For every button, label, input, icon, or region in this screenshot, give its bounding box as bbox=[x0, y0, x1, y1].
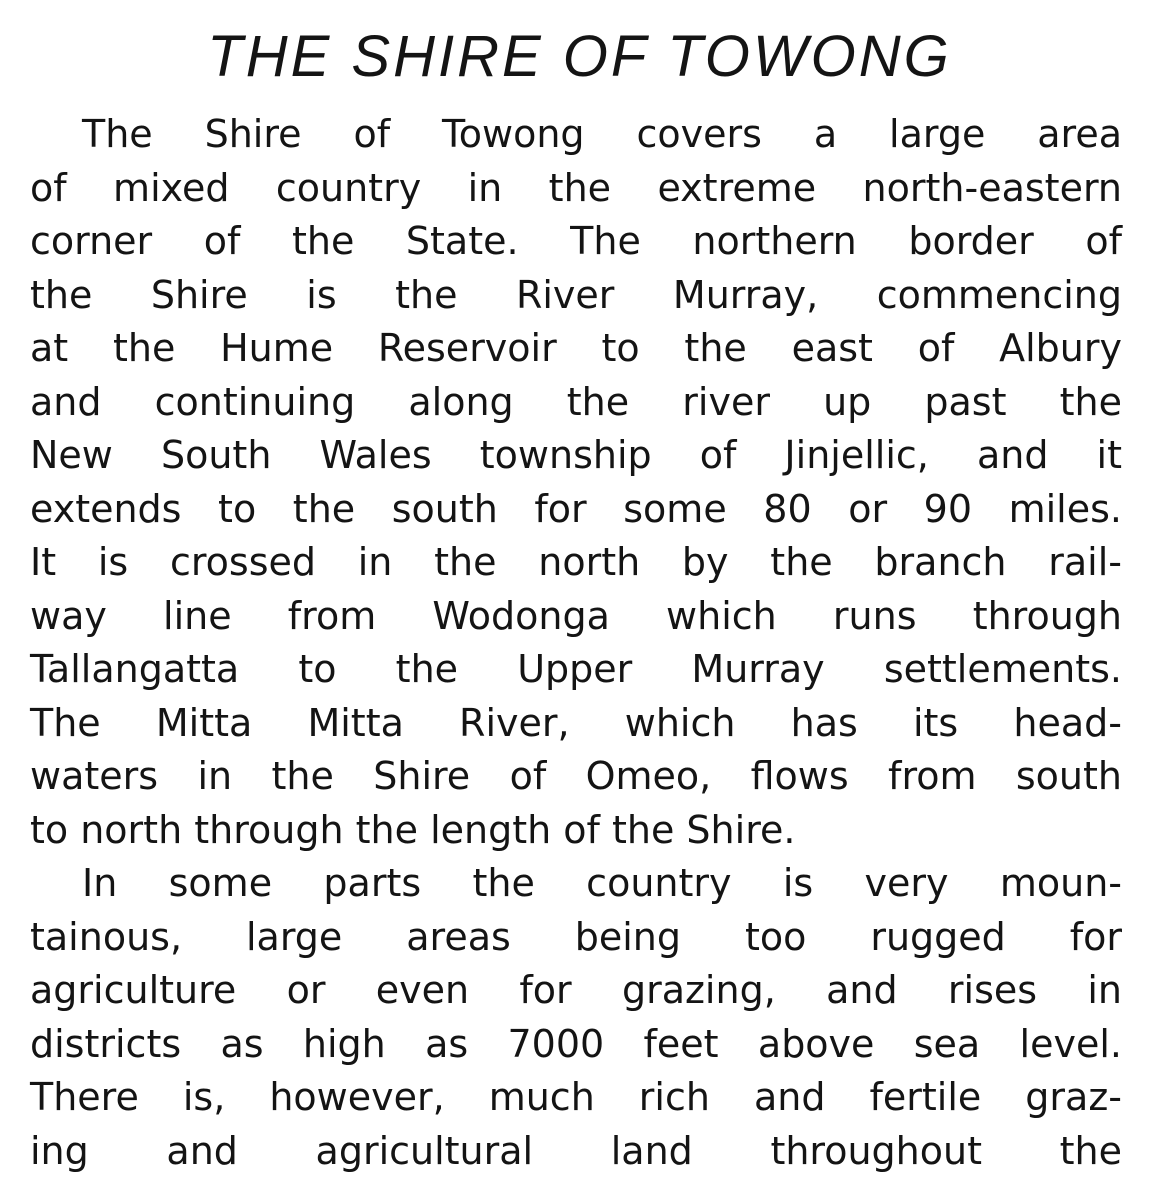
paragraph-1-line-8: extends to the south for some 80 or 90 miles. bbox=[30, 486, 1122, 531]
paragraph-1-line-5: at the Hume Reservoir to the east of Albury bbox=[30, 326, 1122, 370]
paragraph-1-line-14: to north through the length of the Shire. bbox=[30, 807, 796, 852]
paragraph-1-line-7: New South Wales township of Jinjellic, and it bbox=[30, 433, 1122, 477]
paragraph-1-line-4: the Shire is the River Murray, commencing bbox=[30, 272, 1122, 317]
paragraph-1-line-3: corner of the State. The northern border of bbox=[30, 219, 1122, 263]
paragraph-2-line-6: ing and agricultural land throughout the bbox=[30, 1128, 1122, 1173]
paragraph-1-line-12: The Mitta Mitta River, which has its head- bbox=[30, 700, 1122, 745]
paragraph-1-line-9: It is crossed in the north by the branch rail- bbox=[30, 540, 1122, 584]
paragraph-2-line-2: tainous, large areas being too rugged for bbox=[30, 914, 1122, 959]
paragraph-1-line-2: of mixed country in the extreme north-eastern bbox=[30, 165, 1122, 210]
article-title: THE SHIRE OF TOWONG bbox=[207, 24, 952, 89]
paragraph-2-line-3: agriculture or even for grazing, and rises in bbox=[30, 968, 1122, 1012]
paragraph-1-line-11: Tallangatta to the Upper Murray settlements. bbox=[30, 647, 1122, 691]
paragraph-1-line-13: waters in the Shire of Omeo, flows from south bbox=[30, 754, 1122, 798]
paragraph-2-line-4: districts as high as 7000 feet above sea level. bbox=[30, 1021, 1122, 1066]
paragraph-2-line-1: In some parts the country is very moun- bbox=[82, 861, 1122, 905]
paragraph-1-line-1: The Shire of Towong covers a large area bbox=[82, 112, 1122, 156]
paragraph-1-line-10: way line from Wodonga which runs through bbox=[30, 593, 1122, 638]
paragraph-2-line-5: There is, however, much rich and fertile graz- bbox=[30, 1075, 1122, 1119]
article-body bbox=[30, 108, 1122, 1178]
paragraph-1-line-6: and continuing along the river up past the bbox=[30, 379, 1122, 424]
